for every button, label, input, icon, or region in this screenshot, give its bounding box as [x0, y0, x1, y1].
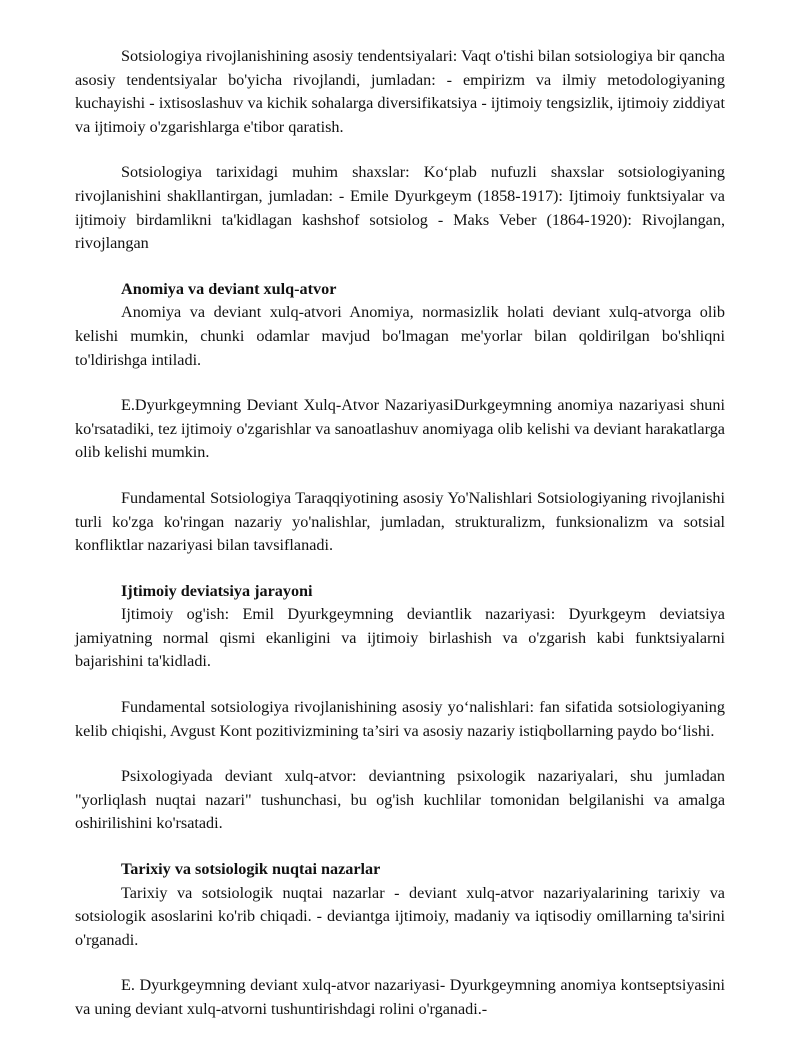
section-anomie [75, 278, 725, 558]
paragraph-fundamental-directions: Fundamental Sotsiologiya Taraqqiyotining asosiy Yo'Nalishlari Sotsiologiyaning rivojlanishi turli ko'zga ko'ringan nazariy yo'nalishlar, jumladan, strukturalizm, funksionalizm va sotsial konfliktlar nazariyasi bilan tavsiflanadi. [75, 488, 725, 555]
paragraph-durkheim-deviance: E. Dyurkgeymning deviant xulq-atvor nazariyasi- Dyurkgeymning anomiya kontseptsiyasini va uning deviant xulq-atvorni tushuntirishdagi rolini o'rganadi.- [75, 976, 725, 1018]
heading-anomie: Anomiya va deviant xulq-atvor [121, 279, 337, 298]
paragraph-historical: Tarixiy va sotsiologik nuqtai nazarlar - deviant xulq-atvor nazariyalarining tarixiy va sotsiologik asoslarini ko'rib chiqadi. - deviantga ijtimoiy, madaniy va iqtisodiy omillarning ta'sirini o'rganadi. [75, 883, 725, 949]
paragraph-durkheim-theory: E.Dyurkgeymning Deviant Xulq-Atvor NazariyasiDurkgeymning anomiya nazariyasi shuni ko'rsatadiki, tez ijtimoiy o'zgarishlar va sanoatlashuv anomiyaga olib kelishi va deviant harakatlarga olib kelishi mumkin. [75, 396, 725, 462]
paragraph-psychology-deviance: Psixologiyada deviant xulq-atvor: deviantning psixologik nazariyalari, shu jumladan "yorliqlash nuqtai nazari" tushunchasi, bu og'ish kuchlilar tomonidan belgilanishi va amalga oshirilishini ko'rsatadi. [75, 767, 725, 833]
section-social-deviation [75, 580, 725, 836]
paragraph-social-deviation: Ijtimoiy og'ish: Emil Dyurkgeymning deviantlik nazariyasi: Dyurkgeym deviatsiya jamiyatning normal qismi ekanligini va ijtimoiy birlashish va o'zgarish kabi funktsiyalarni bajarishini ta'kidladi. [75, 605, 725, 671]
paragraph-important-figures: Sotsiologiya tarixidagi muhim shaxslar: Ko‘plab nufuzli shaxslar sotsiologiyaning rivojlanishini shakllantirgan, jumladan: - Emile Dyurkgeym (1858-1917): Ijtimoiy funktsiyalar va ijtimoiy birdamlikni ta'kidlagan kashshof sotsiolog - Maks Veber (1864-1920): Rivojlangan, rivojlangan [75, 163, 725, 253]
heading-social-deviation: Ijtimoiy deviatsiya jarayoni [121, 581, 313, 600]
paragraph-trends: Sotsiologiya rivojlanishining asosiy tendentsiyalari: Vaqt o'tishi bilan sotsiologiya bir qancha asosiy tendentsiyalar bo'yicha rivojlandi, jumladan: - empirizm va ilmiy metodologiyaning kuchayishi - ixtisoslashuv va kichik sohalarga diversifikatsiya - ijtimoiy tengsizlik, ijtimoiy ziddiyat va ijtimoiy o'zgarishlarga e'tibor qaratish. [75, 47, 725, 136]
paragraph-sociology-origins: Fundamental sotsiologiya rivojlanishining asosiy yo‘nalishlari: fan sifatida sotsiologiyaning kelib chiqishi, Avgust Kont pozitivizmining ta’siri va asosiy nazariy istiqbollarning paydo bo‘lishi. [75, 698, 725, 740]
heading-historical: Tarixiy va sotsiologik nuqtai nazarlar [121, 860, 381, 879]
section-historical [75, 858, 725, 1022]
document-page [75, 45, 725, 1044]
paragraph-anomie: Anomiya va deviant xulq-atvori Anomiya, normasizlik holati deviant xulq-atvorga olib kelishi mumkin, chunki odamlar mavjud bo'lmagan me'yorlar bilan qoldirilgan bo'shliqni to'ldirishga intiladi. [75, 303, 725, 369]
